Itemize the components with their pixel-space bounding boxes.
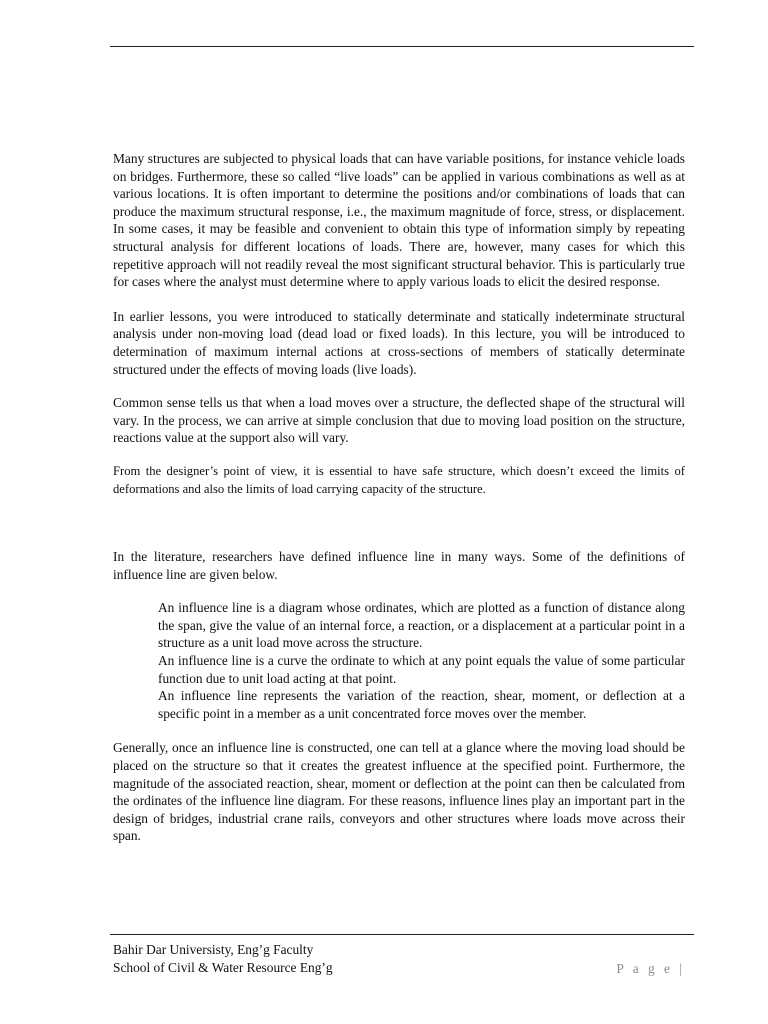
page-footer <box>113 941 685 976</box>
footer-school: School of Civil & Water Resource Eng’g <box>113 959 333 975</box>
footer-university: Bahir Dar Universisty, Eng’g Faculty <box>113 942 314 957</box>
definition-item: An influence line is a diagram whose ordinates, which are plotted as a function of distance along the span, give the value of an internal force, a reaction, or a displacement at a particular point in a structure as a unit load move across the structure. <box>158 600 685 651</box>
document-body <box>113 150 685 845</box>
paragraph-live-loads: Many structures are subjected to physical loads that can have variable positions, for instance vehicle loads on bridges. Furthermore, these so called “live loads” can be applied in various combinations as well as at various locations. It is often important to determine the positions and/or combinations of loads that can produce the maximum structural response, i.e., the maximum magnitude of force, stress, or displacement. In some cases, it may be feasible and convenient to obtain this type of information simply by repeating structural analysis for different locations of loads. There are, however, many cases for which this repetitive approach will not readily reveal the most significant structural behavior. This is particularly true for cases where the analyst must determine where to apply various loads to elicit the desired response. <box>113 151 685 290</box>
definition-item: An influence line represents the variation of the reaction, shear, moment, or deflection at a specific point in a member as a unit concentrated force moves over the member. <box>158 688 685 721</box>
paragraph-designer-view: From the designer’s point of view, it is essential to have safe structure, which doesn’t exceed the limits of deformations and also the limits of load carrying capacity of the structure. <box>113 463 685 496</box>
paragraph-earlier-lessons: In earlier lessons, you were introduced to statically determinate and statically indeterminate structural analysis under non-moving load (dead load or fixed loads). In this lecture, you will be introduced to determination of maximum internal actions at cross-sections of members of statically determinate structured under the effects of moving loads (live loads). <box>113 308 685 377</box>
paragraph-common-sense: Common sense tells us that when a load moves over a structure, the deflected shape of the structural will vary. In the process, we can arrive at simple conclusion that due to moving load position on the structure, reactions value at the support also will vary. <box>113 395 685 446</box>
page-number-label: P a g e | <box>616 961 685 976</box>
definition-list <box>158 599 685 722</box>
paragraph-generally: Generally, once an influence line is constructed, one can tell at a glance where the moving load should be placed on the structure so that it creates the greatest influence at the specified point. Furthermore, the magnitude of the associated reaction, shear, moment or deflection at the point can then be calculated from the ordinates of the influence line diagram. For these reasons, influence lines play an important part in the design of bridges, industrial crane rails, conveyors and other structures where loads move across their span. <box>113 740 685 844</box>
paragraph-literature: In the literature, researchers have defined influence line in many ways. Some of the definitions of influence line are given below. <box>113 549 685 582</box>
header-rule <box>110 46 694 47</box>
footer-rule <box>110 934 694 935</box>
definition-item: An influence line is a curve the ordinate to which at any point equals the value of some particular function due to unit load acting at that point. <box>158 653 685 686</box>
